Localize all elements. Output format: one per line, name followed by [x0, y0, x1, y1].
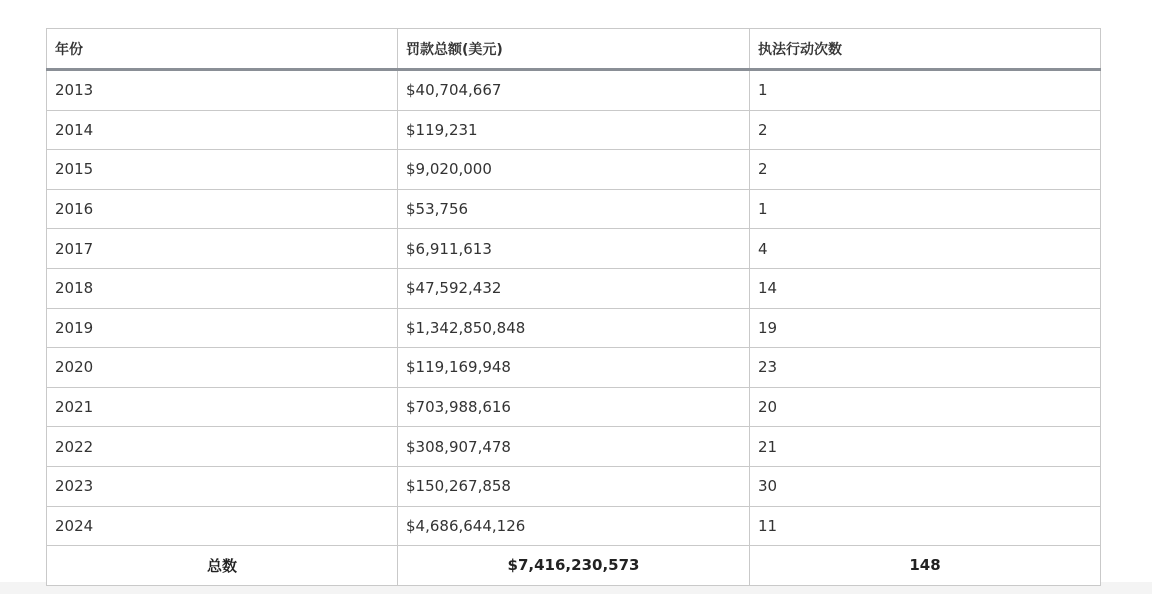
- cell-fine-total: $4,686,644,126: [398, 506, 750, 546]
- cell-year: 2017: [47, 229, 398, 269]
- cell-fine-total: $119,169,948: [398, 348, 750, 388]
- table-row: [47, 229, 1101, 269]
- cell-fine-total: $9,020,000: [398, 150, 750, 190]
- table-row: [47, 387, 1101, 427]
- cell-year: 2019: [47, 308, 398, 348]
- cell-year: 2015: [47, 150, 398, 190]
- cell-year: 2018: [47, 268, 398, 308]
- cell-enforcement-count: 19: [750, 308, 1101, 348]
- fines-table: [46, 28, 1101, 586]
- total-label: 总数: [47, 546, 398, 586]
- cell-fine-total: $308,907,478: [398, 427, 750, 467]
- cell-enforcement-count: 1: [750, 70, 1101, 111]
- cell-year: 2016: [47, 189, 398, 229]
- cell-enforcement-count: 30: [750, 466, 1101, 506]
- cell-fine-total: $119,231: [398, 110, 750, 150]
- header-fine-total: 罚款总额(美元): [398, 29, 750, 70]
- table-row: [47, 348, 1101, 388]
- table-row: [47, 150, 1101, 190]
- cell-enforcement-count: 14: [750, 268, 1101, 308]
- cell-enforcement-count: 20: [750, 387, 1101, 427]
- cell-enforcement-count: 2: [750, 110, 1101, 150]
- cell-year: 2021: [47, 387, 398, 427]
- cell-enforcement-count: 23: [750, 348, 1101, 388]
- table-row: [47, 268, 1101, 308]
- cell-enforcement-count: 2: [750, 150, 1101, 190]
- total-enforcement-count: 148: [750, 546, 1101, 586]
- cell-year: 2013: [47, 70, 398, 111]
- cell-enforcement-count: 21: [750, 427, 1101, 467]
- header-row: [47, 29, 1101, 70]
- cell-fine-total: $703,988,616: [398, 387, 750, 427]
- total-fine-amount: $7,416,230,573: [398, 546, 750, 586]
- cell-enforcement-count: 1: [750, 189, 1101, 229]
- table-header: [47, 29, 1101, 70]
- cell-year: 2022: [47, 427, 398, 467]
- cell-fine-total: $150,267,858: [398, 466, 750, 506]
- cell-enforcement-count: 4: [750, 229, 1101, 269]
- header-year: 年份: [47, 29, 398, 70]
- cell-fine-total: $40,704,667: [398, 70, 750, 111]
- table-row: [47, 506, 1101, 546]
- table-row: [47, 466, 1101, 506]
- cell-fine-total: $6,911,613: [398, 229, 750, 269]
- cell-fine-total: $53,756: [398, 189, 750, 229]
- table-row: [47, 427, 1101, 467]
- total-row: [47, 546, 1101, 586]
- table-row: [47, 189, 1101, 229]
- cell-year: 2014: [47, 110, 398, 150]
- cell-year: 2020: [47, 348, 398, 388]
- table-footer: [47, 546, 1101, 586]
- table-row: [47, 110, 1101, 150]
- cell-year: 2024: [47, 506, 398, 546]
- table-row: [47, 308, 1101, 348]
- cell-fine-total: $47,592,432: [398, 268, 750, 308]
- cell-enforcement-count: 11: [750, 506, 1101, 546]
- cell-year: 2023: [47, 466, 398, 506]
- cell-fine-total: $1,342,850,848: [398, 308, 750, 348]
- table-body: [47, 70, 1101, 546]
- header-enforcement-count: 执法行动次数: [750, 29, 1101, 70]
- table-row: [47, 70, 1101, 111]
